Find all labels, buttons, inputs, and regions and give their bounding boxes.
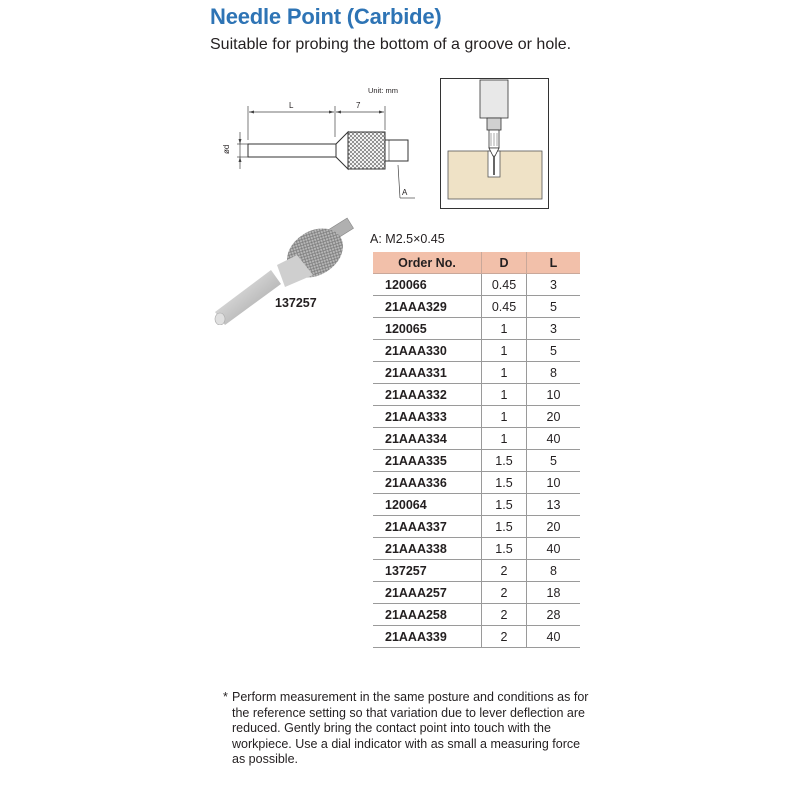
l-value: 5 (527, 296, 581, 318)
l-value: 3 (527, 274, 581, 296)
table-row (373, 604, 580, 626)
photo-part-label: 137257 (275, 296, 317, 310)
order-no: 120065 (373, 318, 482, 340)
table-row (373, 560, 580, 582)
l-value: 20 (527, 516, 581, 538)
l-value: 3 (527, 318, 581, 340)
l-value: 18 (527, 582, 581, 604)
table-row (373, 538, 580, 560)
table-row (373, 406, 580, 428)
d-value: 1.5 (482, 516, 527, 538)
l-value: 5 (527, 340, 581, 362)
d-value: 1 (482, 340, 527, 362)
table-row (373, 450, 580, 472)
d-value: 1 (482, 428, 527, 450)
order-no: 21AAA339 (373, 626, 482, 648)
order-no: 21AAA258 (373, 604, 482, 626)
table-row (373, 362, 580, 384)
table-row (373, 274, 580, 296)
order-no: 137257 (373, 560, 482, 582)
dimension-drawing (215, 80, 430, 210)
table-row (373, 296, 580, 318)
order-no: 21AAA329 (373, 296, 482, 318)
header-d: D (482, 252, 527, 274)
d-value: 1.5 (482, 450, 527, 472)
d-value: 1 (482, 318, 527, 340)
order-no: 21AAA336 (373, 472, 482, 494)
table-row (373, 494, 580, 516)
table-row (373, 318, 580, 340)
table-header-row (373, 252, 580, 274)
table-row (373, 626, 580, 648)
d-value: 2 (482, 560, 527, 582)
table-row (373, 472, 580, 494)
footnote-marker: * (223, 690, 228, 704)
table-row (373, 582, 580, 604)
l-value: 10 (527, 472, 581, 494)
product-photo (205, 215, 365, 325)
order-no: 120064 (373, 494, 482, 516)
order-no: 21AAA338 (373, 538, 482, 560)
thread-A-callout: A (402, 188, 408, 197)
thread-spec: A: M2.5×0.45 (370, 232, 445, 246)
d-value: 0.45 (482, 274, 527, 296)
d-value: 1 (482, 406, 527, 428)
table-row (373, 384, 580, 406)
l-value: 28 (527, 604, 581, 626)
l-value: 40 (527, 428, 581, 450)
d-value: 1.5 (482, 472, 527, 494)
d-value: 1.5 (482, 538, 527, 560)
d-value: 2 (482, 582, 527, 604)
order-no: 21AAA337 (373, 516, 482, 538)
order-no: 21AAA330 (373, 340, 482, 362)
d-value: 1.5 (482, 494, 527, 516)
unit-label: Unit: mm (368, 86, 398, 95)
l-value: 10 (527, 384, 581, 406)
order-no: 21AAA332 (373, 384, 482, 406)
order-no: 21AAA331 (373, 362, 482, 384)
l-value: 40 (527, 626, 581, 648)
d-value: 2 (482, 626, 527, 648)
order-no: 21AAA257 (373, 582, 482, 604)
l-value: 8 (527, 362, 581, 384)
l-value: 5 (527, 450, 581, 472)
d-value: 2 (482, 604, 527, 626)
l-value: 20 (527, 406, 581, 428)
footnote (223, 690, 592, 768)
header-order-no: Order No. (373, 252, 482, 274)
page-subtitle: Suitable for probing the bottom of a groove or hole. (210, 36, 572, 53)
dimension-7-label: 7 (356, 101, 361, 110)
dimension-D-label: ød (222, 144, 231, 154)
order-no: 21AAA335 (373, 450, 482, 472)
order-table (373, 252, 580, 648)
d-value: 0.45 (482, 296, 527, 318)
header-l: L (527, 252, 581, 274)
order-no: 21AAA334 (373, 428, 482, 450)
d-value: 1 (482, 384, 527, 406)
footnote-text: Perform measurement in the same posture and conditions as for the reference setting so that variation due to lever deflection are reduced. Gently bring the contact point into touch with the workpiece. Use a dial indicator with as small a measuring force as possible. (232, 690, 589, 766)
order-no: 21AAA333 (373, 406, 482, 428)
table-row (373, 340, 580, 362)
table-row (373, 516, 580, 538)
d-value: 1 (482, 362, 527, 384)
l-value: 13 (527, 494, 581, 516)
page-title: Needle Point (Carbide) (210, 4, 442, 29)
l-value: 40 (527, 538, 581, 560)
table-row (373, 428, 580, 450)
order-no: 120066 (373, 274, 482, 296)
dimension-L-label: L (289, 101, 294, 110)
l-value: 8 (527, 560, 581, 582)
groove-illustration (440, 78, 550, 210)
